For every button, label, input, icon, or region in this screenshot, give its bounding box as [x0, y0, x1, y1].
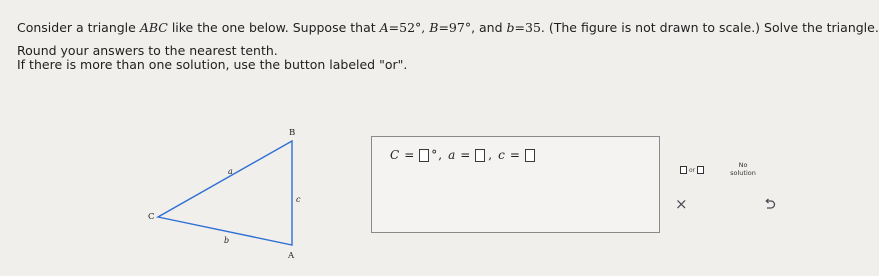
problem-text: like the one below. Suppose that	[167, 20, 380, 35]
vertex-c-label: C	[148, 212, 155, 222]
answer-box	[371, 136, 660, 233]
angle-b-label: B	[429, 20, 439, 35]
no-solution-button[interactable]	[725, 161, 761, 177]
problem-text: . (The figure is not drawn to scale.) Solve the triangle.	[540, 20, 879, 35]
rounding-instruction: Round your answers to the nearest tenth.	[17, 43, 278, 58]
angle-a-value: =52°	[388, 20, 422, 35]
side-a-input[interactable]	[475, 149, 485, 162]
angle-b-value: =97°	[438, 20, 472, 35]
problem-text: Consider a triangle	[17, 20, 140, 35]
or-button[interactable]	[680, 166, 704, 174]
no-solution-label: solution	[730, 169, 756, 177]
vertex-a-label: A	[288, 251, 295, 261]
triangle-diagram	[140, 124, 315, 264]
or-instruction: If there is more than one solution, use the button labeled "or".	[17, 57, 408, 72]
answer-comma: ,	[488, 148, 493, 162]
triangle-name: ABC	[139, 20, 168, 35]
blank-box-icon	[680, 166, 687, 174]
vertex-b-label: B	[289, 128, 296, 138]
answer-comma: ,	[438, 148, 443, 162]
answer-a-side-label: a	[448, 148, 456, 162]
equals-sign: =	[460, 148, 471, 162]
equals-sign: =	[404, 148, 415, 162]
answer-c-side-label: c	[498, 148, 505, 162]
answer-line	[390, 148, 537, 162]
triangle-shape	[158, 141, 292, 245]
triangle-figure	[140, 124, 315, 264]
equals-sign: =	[509, 148, 520, 162]
clear-button[interactable]	[675, 197, 688, 212]
degree-symbol: °	[431, 148, 438, 162]
problem-line-1	[17, 20, 879, 35]
undo-button[interactable]	[763, 197, 777, 211]
side-c-label: c	[296, 195, 301, 204]
side-b-value: =35	[514, 20, 541, 35]
or-label: or	[689, 166, 696, 174]
problem-statement	[17, 20, 879, 72]
side-b-figure-label: b	[224, 236, 230, 245]
close-icon: ×	[675, 195, 688, 213]
angle-a-label: A	[379, 20, 389, 35]
side-a-label: a	[228, 167, 233, 176]
no-solution-label: No	[738, 161, 748, 169]
blank-box-icon	[697, 166, 704, 174]
answer-tools	[663, 150, 813, 220]
undo-icon	[763, 198, 777, 212]
angle-c-input[interactable]	[419, 149, 429, 162]
side-b-label: b	[506, 20, 515, 35]
problem-separator: ,	[421, 20, 430, 35]
problem-separator: , and	[471, 20, 507, 35]
side-c-input[interactable]	[525, 149, 535, 162]
answer-c-angle-label: C	[390, 148, 400, 162]
